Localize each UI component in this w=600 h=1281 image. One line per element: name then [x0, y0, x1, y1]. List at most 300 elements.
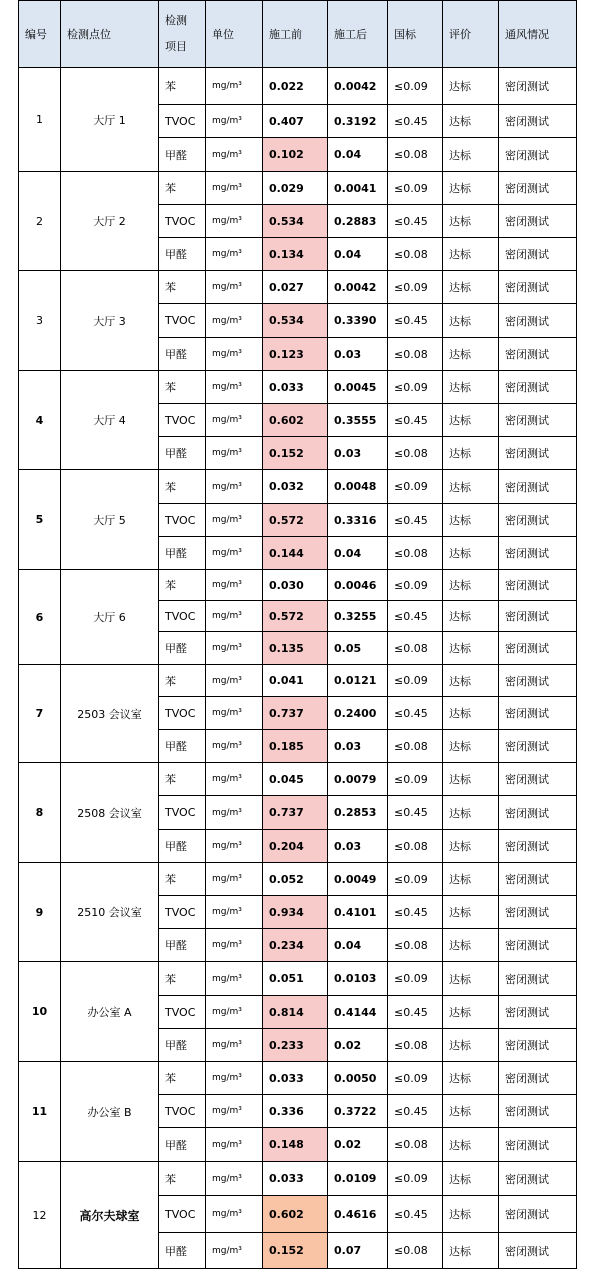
ventilation-status: 密闭测试 — [499, 1162, 577, 1196]
group-number: 7 — [19, 665, 61, 763]
group-number: 1 — [19, 68, 61, 172]
evaluation-result: 达标 — [443, 896, 499, 929]
evaluation-result: 达标 — [443, 1233, 499, 1269]
test-item: 甲醛 — [159, 632, 206, 665]
test-item: TVOC — [159, 205, 206, 238]
group-location: 2503 会议室 — [61, 665, 159, 763]
unit-cell: mg/m³ — [206, 1162, 263, 1196]
group-location: 2508 会议室 — [61, 763, 159, 863]
value-before: 0.534 — [263, 205, 328, 238]
value-after: 0.0046 — [328, 570, 388, 601]
value-after: 0.0045 — [328, 371, 388, 404]
unit-cell: mg/m³ — [206, 796, 263, 830]
value-after: 0.3555 — [328, 404, 388, 437]
value-after: 0.04 — [328, 138, 388, 172]
standard-limit: ≤0.45 — [388, 601, 443, 632]
group-number: 4 — [19, 371, 61, 470]
standard-limit: ≤0.09 — [388, 1062, 443, 1095]
value-after: 0.3255 — [328, 601, 388, 632]
ventilation-status: 密闭测试 — [499, 338, 577, 371]
standard-limit: ≤0.08 — [388, 632, 443, 665]
evaluation-result: 达标 — [443, 632, 499, 665]
test-item: TVOC — [159, 601, 206, 632]
evaluation-result: 达标 — [443, 1196, 499, 1233]
standard-limit: ≤0.08 — [388, 929, 443, 962]
evaluation-result: 达标 — [443, 863, 499, 896]
group-location: 大厅 3 — [61, 271, 159, 371]
value-after: 0.0109 — [328, 1162, 388, 1196]
standard-limit: ≤0.45 — [388, 404, 443, 437]
ventilation-status: 密闭测试 — [499, 537, 577, 570]
standard-limit: ≤0.09 — [388, 271, 443, 304]
unit-cell: mg/m³ — [206, 929, 263, 962]
value-before: 0.934 — [263, 896, 328, 929]
value-after: 0.2883 — [328, 205, 388, 238]
evaluation-result: 达标 — [443, 437, 499, 470]
ventilation-status: 密闭测试 — [499, 404, 577, 437]
group-number: 3 — [19, 271, 61, 371]
value-before: 0.022 — [263, 68, 328, 105]
standard-limit: ≤0.08 — [388, 1029, 443, 1062]
test-item: 甲醛 — [159, 437, 206, 470]
unit-cell: mg/m³ — [206, 830, 263, 863]
header-ventilation: 通风情况 — [499, 1, 577, 68]
evaluation-result: 达标 — [443, 338, 499, 371]
evaluation-result: 达标 — [443, 105, 499, 138]
standard-limit: ≤0.08 — [388, 338, 443, 371]
standard-limit: ≤0.09 — [388, 665, 443, 697]
ventilation-status: 密闭测试 — [499, 665, 577, 697]
unit-cell: mg/m³ — [206, 665, 263, 697]
unit-cell: mg/m³ — [206, 863, 263, 896]
value-before: 0.033 — [263, 371, 328, 404]
group-number: 2 — [19, 172, 61, 271]
ventilation-status: 密闭测试 — [499, 929, 577, 962]
standard-limit: ≤0.09 — [388, 763, 443, 796]
table-row — [19, 570, 577, 601]
standard-limit: ≤0.45 — [388, 205, 443, 238]
test-item: 苯 — [159, 1062, 206, 1095]
value-before: 0.134 — [263, 238, 328, 271]
group-location: 大厅 2 — [61, 172, 159, 271]
ventilation-status: 密闭测试 — [499, 996, 577, 1029]
table-row — [19, 371, 577, 404]
value-before: 0.234 — [263, 929, 328, 962]
group-number: 5 — [19, 470, 61, 570]
value-after: 0.3192 — [328, 105, 388, 138]
value-after: 0.3390 — [328, 304, 388, 338]
test-item: 甲醛 — [159, 1029, 206, 1062]
ventilation-status: 密闭测试 — [499, 1128, 577, 1162]
ventilation-status: 密闭测试 — [499, 763, 577, 796]
standard-limit: ≤0.45 — [388, 996, 443, 1029]
unit-cell: mg/m³ — [206, 1095, 263, 1128]
unit-cell: mg/m³ — [206, 238, 263, 271]
ventilation-status: 密闭测试 — [499, 1062, 577, 1095]
ventilation-status: 密闭测试 — [499, 371, 577, 404]
ventilation-status: 密闭测试 — [499, 570, 577, 601]
standard-limit: ≤0.45 — [388, 896, 443, 929]
unit-cell: mg/m³ — [206, 570, 263, 601]
test-item: TVOC — [159, 1095, 206, 1128]
evaluation-result: 达标 — [443, 68, 499, 105]
value-before: 0.029 — [263, 172, 328, 205]
standard-limit: ≤0.08 — [388, 1128, 443, 1162]
unit-cell: mg/m³ — [206, 304, 263, 338]
evaluation-result: 达标 — [443, 271, 499, 304]
ventilation-status: 密闭测试 — [499, 437, 577, 470]
value-after: 0.03 — [328, 730, 388, 763]
test-item: 苯 — [159, 570, 206, 601]
evaluation-result: 达标 — [443, 962, 499, 996]
ventilation-status: 密闭测试 — [499, 205, 577, 238]
standard-limit: ≤0.45 — [388, 105, 443, 138]
table-row — [19, 1062, 577, 1095]
unit-cell: mg/m³ — [206, 730, 263, 763]
test-item: 苯 — [159, 271, 206, 304]
table-row — [19, 68, 577, 105]
evaluation-result: 达标 — [443, 1029, 499, 1062]
evaluation-result: 达标 — [443, 1095, 499, 1128]
value-after: 0.0050 — [328, 1062, 388, 1095]
value-after: 0.02 — [328, 1029, 388, 1062]
standard-limit: ≤0.45 — [388, 504, 443, 537]
value-before: 0.572 — [263, 504, 328, 537]
ventilation-status: 密闭测试 — [499, 271, 577, 304]
unit-cell: mg/m³ — [206, 1062, 263, 1095]
unit-cell: mg/m³ — [206, 962, 263, 996]
value-before: 0.602 — [263, 404, 328, 437]
standard-limit: ≤0.45 — [388, 304, 443, 338]
test-item: 苯 — [159, 172, 206, 205]
test-item: 甲醛 — [159, 830, 206, 863]
unit-cell: mg/m³ — [206, 601, 263, 632]
group-location: 高尔夫球室 — [61, 1162, 159, 1269]
value-before: 0.032 — [263, 470, 328, 504]
unit-cell: mg/m³ — [206, 1196, 263, 1233]
group-location: 2510 会议室 — [61, 863, 159, 962]
ventilation-status: 密闭测试 — [499, 730, 577, 763]
ventilation-status: 密闭测试 — [499, 238, 577, 271]
unit-cell: mg/m³ — [206, 172, 263, 205]
value-before: 0.033 — [263, 1162, 328, 1196]
evaluation-result: 达标 — [443, 205, 499, 238]
standard-limit: ≤0.45 — [388, 697, 443, 730]
value-before: 0.572 — [263, 601, 328, 632]
value-after: 0.04 — [328, 929, 388, 962]
standard-limit: ≤0.09 — [388, 962, 443, 996]
value-before: 0.152 — [263, 437, 328, 470]
value-before: 0.148 — [263, 1128, 328, 1162]
standard-limit: ≤0.45 — [388, 1196, 443, 1233]
header-item-line2: 项目 — [165, 40, 187, 53]
value-after: 0.4101 — [328, 896, 388, 929]
value-after: 0.0041 — [328, 172, 388, 205]
evaluation-result: 达标 — [443, 537, 499, 570]
ventilation-status: 密闭测试 — [499, 304, 577, 338]
ventilation-status: 密闭测试 — [499, 796, 577, 830]
test-item: TVOC — [159, 796, 206, 830]
value-after: 0.04 — [328, 537, 388, 570]
standard-limit: ≤0.09 — [388, 570, 443, 601]
value-before: 0.336 — [263, 1095, 328, 1128]
evaluation-result: 达标 — [443, 697, 499, 730]
table-row — [19, 962, 577, 996]
header-after: 施工后 — [328, 1, 388, 68]
unit-cell: mg/m³ — [206, 1029, 263, 1062]
table-row — [19, 863, 577, 896]
test-item: TVOC — [159, 996, 206, 1029]
value-after: 0.3316 — [328, 504, 388, 537]
header-item — [159, 1, 206, 68]
value-before: 0.030 — [263, 570, 328, 601]
test-item: TVOC — [159, 105, 206, 138]
evaluation-result: 达标 — [443, 929, 499, 962]
value-after: 0.4616 — [328, 1196, 388, 1233]
unit-cell: mg/m³ — [206, 105, 263, 138]
value-before: 0.102 — [263, 138, 328, 172]
header-evaluation: 评价 — [443, 1, 499, 68]
evaluation-result: 达标 — [443, 404, 499, 437]
table-header — [19, 1, 577, 68]
standard-limit: ≤0.09 — [388, 1162, 443, 1196]
evaluation-result: 达标 — [443, 138, 499, 172]
table-body — [19, 68, 577, 1269]
header-location: 检测点位 — [61, 1, 159, 68]
value-after: 0.07 — [328, 1233, 388, 1269]
test-item: 苯 — [159, 962, 206, 996]
test-item: 苯 — [159, 863, 206, 896]
value-after: 0.0103 — [328, 962, 388, 996]
group-number: 6 — [19, 570, 61, 665]
standard-limit: ≤0.09 — [388, 68, 443, 105]
evaluation-result: 达标 — [443, 304, 499, 338]
table-row — [19, 665, 577, 697]
value-before: 0.051 — [263, 962, 328, 996]
standard-limit: ≤0.08 — [388, 238, 443, 271]
standard-limit: ≤0.09 — [388, 470, 443, 504]
value-before: 0.534 — [263, 304, 328, 338]
standard-limit: ≤0.45 — [388, 796, 443, 830]
unit-cell: mg/m³ — [206, 271, 263, 304]
value-after: 0.4144 — [328, 996, 388, 1029]
value-after: 0.03 — [328, 338, 388, 371]
test-item: 甲醛 — [159, 537, 206, 570]
group-location: 大厅 6 — [61, 570, 159, 665]
test-results-table-container — [18, 0, 576, 1269]
test-item: 苯 — [159, 665, 206, 697]
unit-cell: mg/m³ — [206, 338, 263, 371]
unit-cell: mg/m³ — [206, 632, 263, 665]
unit-cell: mg/m³ — [206, 68, 263, 105]
evaluation-result: 达标 — [443, 601, 499, 632]
value-after: 0.2853 — [328, 796, 388, 830]
value-before: 0.123 — [263, 338, 328, 371]
group-number: 8 — [19, 763, 61, 863]
group-number: 9 — [19, 863, 61, 962]
value-after: 0.0042 — [328, 68, 388, 105]
value-after: 0.04 — [328, 238, 388, 271]
ventilation-status: 密闭测试 — [499, 1029, 577, 1062]
ventilation-status: 密闭测试 — [499, 1196, 577, 1233]
test-item: 甲醛 — [159, 1233, 206, 1269]
value-before: 0.233 — [263, 1029, 328, 1062]
value-before: 0.737 — [263, 796, 328, 830]
test-item: 甲醛 — [159, 1128, 206, 1162]
table-row — [19, 763, 577, 796]
unit-cell: mg/m³ — [206, 1128, 263, 1162]
header-standard: 国标 — [388, 1, 443, 68]
unit-cell: mg/m³ — [206, 1233, 263, 1269]
standard-limit: ≤0.08 — [388, 1233, 443, 1269]
unit-cell: mg/m³ — [206, 763, 263, 796]
table-row — [19, 1162, 577, 1196]
value-before: 0.033 — [263, 1062, 328, 1095]
standard-limit: ≤0.08 — [388, 537, 443, 570]
value-before: 0.407 — [263, 105, 328, 138]
ventilation-status: 密闭测试 — [499, 1095, 577, 1128]
evaluation-result: 达标 — [443, 1162, 499, 1196]
test-item: 甲醛 — [159, 730, 206, 763]
value-after: 0.02 — [328, 1128, 388, 1162]
test-item: 甲醛 — [159, 238, 206, 271]
test-item: TVOC — [159, 504, 206, 537]
group-number: 12 — [19, 1162, 61, 1269]
ventilation-status: 密闭测试 — [499, 863, 577, 896]
header-no: 编号 — [19, 1, 61, 68]
value-before: 0.152 — [263, 1233, 328, 1269]
test-item: 苯 — [159, 1162, 206, 1196]
value-before: 0.041 — [263, 665, 328, 697]
evaluation-result: 达标 — [443, 470, 499, 504]
value-after: 0.0121 — [328, 665, 388, 697]
value-before: 0.602 — [263, 1196, 328, 1233]
unit-cell: mg/m³ — [206, 138, 263, 172]
evaluation-result: 达标 — [443, 570, 499, 601]
value-before: 0.204 — [263, 830, 328, 863]
unit-cell: mg/m³ — [206, 205, 263, 238]
unit-cell: mg/m³ — [206, 697, 263, 730]
table-row — [19, 271, 577, 304]
value-before: 0.135 — [263, 632, 328, 665]
group-number: 10 — [19, 962, 61, 1062]
group-location: 大厅 5 — [61, 470, 159, 570]
ventilation-status: 密闭测试 — [499, 172, 577, 205]
value-after: 0.0042 — [328, 271, 388, 304]
evaluation-result: 达标 — [443, 996, 499, 1029]
unit-cell: mg/m³ — [206, 404, 263, 437]
value-before: 0.737 — [263, 697, 328, 730]
evaluation-result: 达标 — [443, 238, 499, 271]
standard-limit: ≤0.45 — [388, 1095, 443, 1128]
standard-limit: ≤0.09 — [388, 172, 443, 205]
value-after: 0.03 — [328, 830, 388, 863]
unit-cell: mg/m³ — [206, 996, 263, 1029]
header-before: 施工前 — [263, 1, 328, 68]
ventilation-status: 密闭测试 — [499, 697, 577, 730]
standard-limit: ≤0.08 — [388, 830, 443, 863]
value-before: 0.814 — [263, 996, 328, 1029]
value-after: 0.3722 — [328, 1095, 388, 1128]
unit-cell: mg/m³ — [206, 504, 263, 537]
header-unit: 单位 — [206, 1, 263, 68]
value-after: 0.2400 — [328, 697, 388, 730]
test-item: TVOC — [159, 896, 206, 929]
test-item: TVOC — [159, 697, 206, 730]
ventilation-status: 密闭测试 — [499, 632, 577, 665]
evaluation-result: 达标 — [443, 730, 499, 763]
header-item-line1: 检测 — [165, 14, 187, 27]
value-after: 0.03 — [328, 437, 388, 470]
group-location: 办公室 A — [61, 962, 159, 1062]
test-item: 苯 — [159, 470, 206, 504]
standard-limit: ≤0.09 — [388, 863, 443, 896]
group-location: 大厅 4 — [61, 371, 159, 470]
unit-cell: mg/m³ — [206, 470, 263, 504]
ventilation-status: 密闭测试 — [499, 896, 577, 929]
unit-cell: mg/m³ — [206, 896, 263, 929]
test-item: TVOC — [159, 404, 206, 437]
evaluation-result: 达标 — [443, 1062, 499, 1095]
evaluation-result: 达标 — [443, 763, 499, 796]
evaluation-result: 达标 — [443, 1128, 499, 1162]
standard-limit: ≤0.08 — [388, 138, 443, 172]
value-before: 0.027 — [263, 271, 328, 304]
test-item: 甲醛 — [159, 338, 206, 371]
ventilation-status: 密闭测试 — [499, 138, 577, 172]
value-before: 0.144 — [263, 537, 328, 570]
evaluation-result: 达标 — [443, 371, 499, 404]
table-row — [19, 172, 577, 205]
evaluation-result: 达标 — [443, 665, 499, 697]
value-before: 0.052 — [263, 863, 328, 896]
ventilation-status: 密闭测试 — [499, 1233, 577, 1269]
evaluation-result: 达标 — [443, 172, 499, 205]
group-number: 11 — [19, 1062, 61, 1162]
evaluation-result: 达标 — [443, 830, 499, 863]
unit-cell: mg/m³ — [206, 537, 263, 570]
value-before: 0.045 — [263, 763, 328, 796]
standard-limit: ≤0.08 — [388, 730, 443, 763]
value-before: 0.185 — [263, 730, 328, 763]
ventilation-status: 密闭测试 — [499, 962, 577, 996]
air-quality-test-table — [18, 0, 577, 1269]
unit-cell: mg/m³ — [206, 371, 263, 404]
test-item: 苯 — [159, 371, 206, 404]
value-after: 0.0079 — [328, 763, 388, 796]
test-item: 苯 — [159, 763, 206, 796]
test-item: 苯 — [159, 68, 206, 105]
ventilation-status: 密闭测试 — [499, 830, 577, 863]
group-location: 办公室 B — [61, 1062, 159, 1162]
table-row — [19, 470, 577, 504]
value-after: 0.05 — [328, 632, 388, 665]
standard-limit: ≤0.09 — [388, 371, 443, 404]
test-item: TVOC — [159, 1196, 206, 1233]
value-after: 0.0048 — [328, 470, 388, 504]
test-item: TVOC — [159, 304, 206, 338]
standard-limit: ≤0.08 — [388, 437, 443, 470]
value-after: 0.0049 — [328, 863, 388, 896]
ventilation-status: 密闭测试 — [499, 470, 577, 504]
ventilation-status: 密闭测试 — [499, 601, 577, 632]
evaluation-result: 达标 — [443, 504, 499, 537]
test-item: 甲醛 — [159, 138, 206, 172]
ventilation-status: 密闭测试 — [499, 504, 577, 537]
ventilation-status: 密闭测试 — [499, 105, 577, 138]
ventilation-status: 密闭测试 — [499, 68, 577, 105]
test-item: 甲醛 — [159, 929, 206, 962]
